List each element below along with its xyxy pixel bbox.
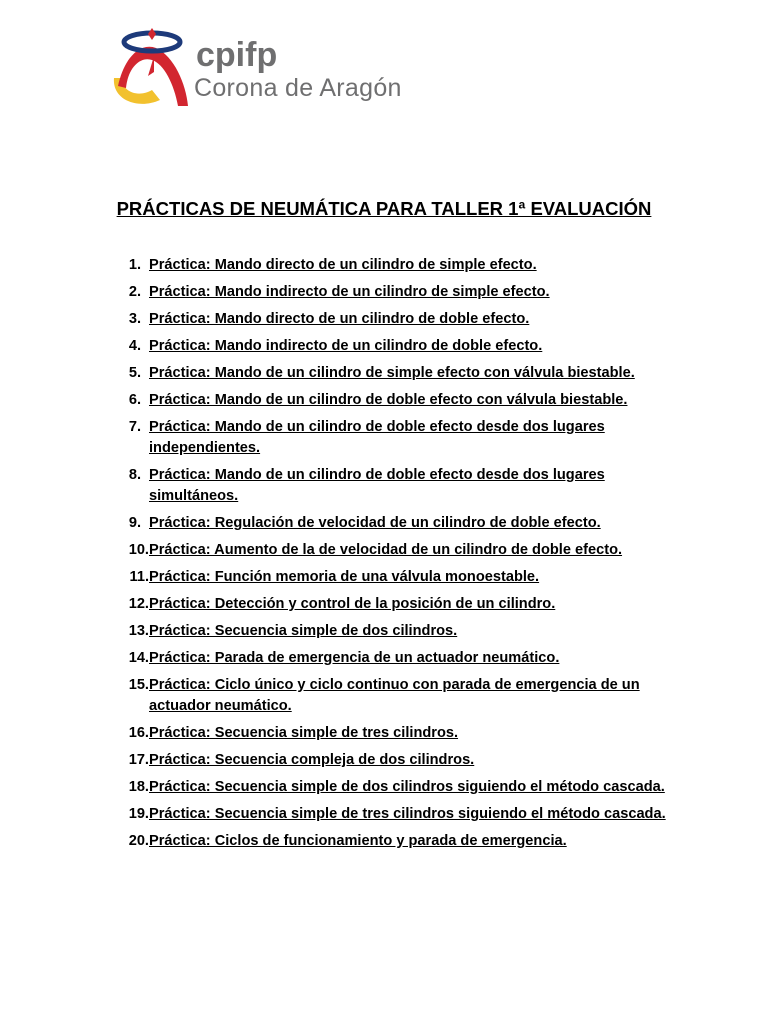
list-item-number: 3. xyxy=(128,311,141,327)
list-item-number: 10. xyxy=(128,542,149,558)
list-item-text: Práctica: Mando indirecto de un cilindro de doble efecto. xyxy=(149,338,543,354)
logo-emblem-icon xyxy=(108,28,192,112)
list-item-text: Práctica: Secuencia simple de tres cilindros siguiendo el método cascada. xyxy=(149,806,666,822)
list-item-text: Práctica: Aumento de la de velocidad de un cilindro de doble efecto. xyxy=(149,542,623,558)
list-item-number: 5. xyxy=(128,365,141,381)
list-item-text: Práctica: Ciclos de funcionamiento y parada de emergencia. xyxy=(149,833,567,849)
list-item xyxy=(110,336,690,357)
list-item-number: 12. xyxy=(128,596,149,612)
list-item xyxy=(110,750,690,771)
list-item-number: 1. xyxy=(128,257,141,273)
list-item xyxy=(110,363,690,384)
list-item-text: Práctica: Mando de un cilindro de doble efecto con válvula biestable. xyxy=(149,392,628,408)
list-item-text: Práctica: Mando de un cilindro de simple efecto con válvula biestable. xyxy=(149,365,635,381)
list-item xyxy=(110,540,690,561)
list-item-text: Práctica: Secuencia simple de dos cilindros. xyxy=(149,623,458,639)
logo-brand-text: cpifp xyxy=(196,36,278,74)
list-item xyxy=(110,675,690,717)
school-logo xyxy=(108,28,468,112)
list-item xyxy=(110,390,690,411)
list-item xyxy=(110,567,690,588)
list-item xyxy=(110,723,690,744)
list-item xyxy=(110,513,690,534)
list-item xyxy=(110,594,690,615)
list-item-text: Práctica: Mando directo de un cilindro de simple efecto. xyxy=(149,257,537,273)
list-item-text: Práctica: Regulación de velocidad de un cilindro de doble efecto. xyxy=(149,515,601,531)
list-item-number: 4. xyxy=(128,338,141,354)
practice-list xyxy=(110,255,690,858)
list-item-number: 6. xyxy=(128,392,141,408)
list-item-number: 16. xyxy=(128,725,149,741)
list-item-text: Práctica: Parada de emergencia de un actuador neumático. xyxy=(149,650,560,666)
list-item-text: Práctica: Ciclo único y ciclo continuo con parada de emergencia de un actuador neumático. xyxy=(149,677,640,714)
list-item xyxy=(110,621,690,642)
list-item-number: 2. xyxy=(128,284,141,300)
list-item-text: Práctica: Secuencia compleja de dos cilindros. xyxy=(149,752,475,768)
list-item xyxy=(110,831,690,852)
list-item-number: 15. xyxy=(128,677,149,693)
list-item-text: Práctica: Función memoria de una válvula monoestable. xyxy=(149,569,540,585)
list-item-number: 20. xyxy=(128,833,149,849)
list-item xyxy=(110,282,690,303)
list-item-text: Práctica: Mando directo de un cilindro de doble efecto. xyxy=(149,311,530,327)
list-item xyxy=(110,417,690,459)
list-item xyxy=(110,648,690,669)
list-item-text: Práctica: Detección y control de la posición de un cilindro. xyxy=(149,596,556,612)
list-item-text: Práctica: Mando indirecto de un cilindro de simple efecto. xyxy=(149,284,550,300)
list-item-number: 9. xyxy=(128,515,141,531)
list-item xyxy=(110,465,690,507)
list-item xyxy=(110,804,690,825)
list-item xyxy=(110,309,690,330)
list-item-number: 8. xyxy=(128,467,141,483)
list-item-number: 17. xyxy=(128,752,149,768)
list-item xyxy=(110,777,690,798)
logo-subtitle-text: Corona de Aragón xyxy=(194,74,402,102)
list-item-number: 13. xyxy=(128,623,149,639)
list-item-text: Práctica: Mando de un cilindro de doble efecto desde dos lugares simultáneos. xyxy=(149,467,605,504)
list-item-number: 11. xyxy=(129,569,149,585)
list-item xyxy=(110,255,690,276)
list-item-text: Práctica: Secuencia simple de dos cilindros siguiendo el método cascada. xyxy=(149,779,665,795)
list-item-number: 18. xyxy=(128,779,149,795)
document-title: PRÁCTICAS DE NEUMÁTICA PARA TALLER 1ª EVALUACIÓN xyxy=(116,198,652,219)
list-item-number: 19. xyxy=(128,806,149,822)
list-item-number: 7. xyxy=(128,419,141,435)
list-item-text: Práctica: Mando de un cilindro de doble efecto desde dos lugares independientes. xyxy=(149,419,605,456)
list-item-text: Práctica: Secuencia simple de tres cilindros. xyxy=(149,725,459,741)
logo-crown-cross xyxy=(148,28,156,40)
list-item-number: 14. xyxy=(128,650,149,666)
